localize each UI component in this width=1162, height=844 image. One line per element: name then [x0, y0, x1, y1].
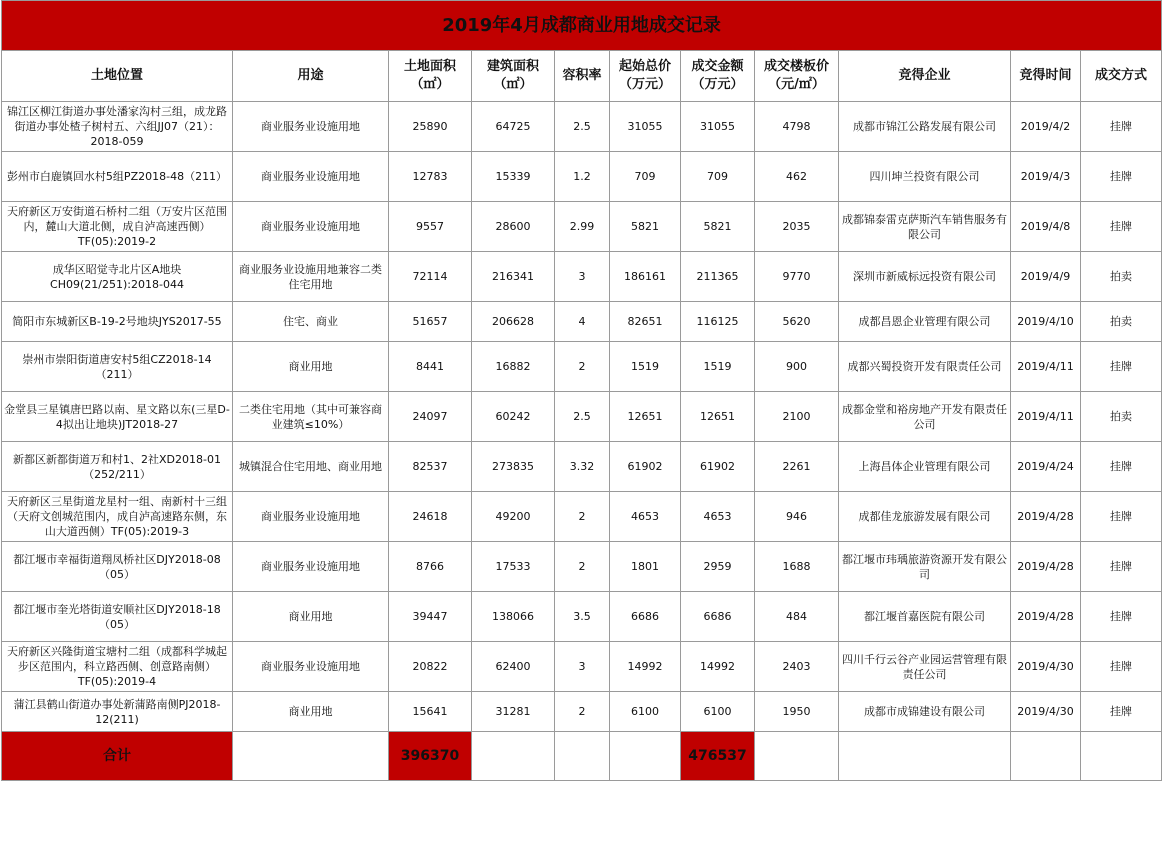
cell-winner: 都江堰首嘉医院有限公司	[839, 592, 1011, 642]
cell-floor-price: 900	[755, 342, 839, 392]
header-start-price: 起始总价（万元）	[610, 51, 681, 102]
cell-build-area: 28600	[472, 202, 555, 252]
cell-use: 商业服务业设施用地	[233, 152, 389, 202]
table-row	[2, 252, 1162, 302]
header-winner: 竞得企业	[839, 51, 1011, 102]
cell-floor-price: 2261	[755, 442, 839, 492]
header-land-area: 土地面积（㎡）	[389, 51, 472, 102]
cell-date: 2019/4/9	[1011, 252, 1081, 302]
total-empty-cell	[472, 732, 555, 781]
cell-use: 住宅、商业	[233, 302, 389, 342]
table-row	[2, 592, 1162, 642]
table-row	[2, 152, 1162, 202]
cell-date: 2019/4/28	[1011, 542, 1081, 592]
total-empty-cell	[755, 732, 839, 781]
cell-far: 2	[555, 542, 610, 592]
cell-use: 商业服务业设施用地兼容二类住宅用地	[233, 252, 389, 302]
cell-method: 拍卖	[1081, 302, 1162, 342]
cell-deal-amount: 709	[681, 152, 755, 202]
cell-floor-price: 946	[755, 492, 839, 542]
cell-use: 商业服务业设施用地	[233, 102, 389, 152]
cell-far: 3.32	[555, 442, 610, 492]
cell-deal-amount: 6100	[681, 692, 755, 732]
cell-land-area: 8441	[389, 342, 472, 392]
cell-build-area: 273835	[472, 442, 555, 492]
cell-method: 挂牌	[1081, 152, 1162, 202]
cell-winner: 成都锦泰雷克萨斯汽车销售服务有限公司	[839, 202, 1011, 252]
cell-winner: 成都佳龙旅游发展有限公司	[839, 492, 1011, 542]
cell-build-area: 60242	[472, 392, 555, 442]
cell-method: 挂牌	[1081, 492, 1162, 542]
cell-deal-amount: 2959	[681, 542, 755, 592]
header-floor-price: 成交楼板价（元/㎡）	[755, 51, 839, 102]
table-row	[2, 202, 1162, 252]
cell-use: 商业用地	[233, 342, 389, 392]
header-use: 用途	[233, 51, 389, 102]
cell-start-price: 4653	[610, 492, 681, 542]
header-build-area: 建筑面积（㎡）	[472, 51, 555, 102]
cell-location: 天府新区万安街道石桥村二组（万安片区范围内，麓山大道北侧，成自泸高速西侧）TF(05):2019-2	[2, 202, 233, 252]
header-method: 成交方式	[1081, 51, 1162, 102]
cell-method: 挂牌	[1081, 102, 1162, 152]
table-row	[2, 642, 1162, 692]
cell-land-area: 25890	[389, 102, 472, 152]
cell-method: 挂牌	[1081, 342, 1162, 392]
cell-location: 都江堰市幸福街道翔凤桥社区DJY2018-08（05）	[2, 542, 233, 592]
cell-build-area: 206628	[472, 302, 555, 342]
cell-start-price: 6686	[610, 592, 681, 642]
cell-floor-price: 1688	[755, 542, 839, 592]
cell-date: 2019/4/10	[1011, 302, 1081, 342]
cell-use: 商业服务业设施用地	[233, 642, 389, 692]
cell-far: 2	[555, 342, 610, 392]
table-row	[2, 442, 1162, 492]
header-deal-amount: 成交金额（万元）	[681, 51, 755, 102]
cell-location: 天府新区兴隆街道宝塘村二组（成都科学城起步区范围内，科立路西侧、创意路南侧）TF(05):2019-4	[2, 642, 233, 692]
cell-winner: 都江堰市玮瑀旅游资源开发有限公司	[839, 542, 1011, 592]
cell-floor-price: 484	[755, 592, 839, 642]
cell-far: 4	[555, 302, 610, 342]
total-deal-amount: 476537	[681, 732, 755, 781]
cell-land-area: 72114	[389, 252, 472, 302]
cell-date: 2019/4/28	[1011, 492, 1081, 542]
total-empty-cell	[233, 732, 389, 781]
cell-deal-amount: 116125	[681, 302, 755, 342]
cell-location: 成华区昭觉寺北片区A地块CH09(21/251):2018-044	[2, 252, 233, 302]
cell-land-area: 24097	[389, 392, 472, 442]
cell-land-area: 20822	[389, 642, 472, 692]
cell-winner: 深圳市新威标远投资有限公司	[839, 252, 1011, 302]
table-row	[2, 102, 1162, 152]
cell-use: 商业服务业设施用地	[233, 542, 389, 592]
cell-build-area: 49200	[472, 492, 555, 542]
cell-use: 商业用地	[233, 692, 389, 732]
cell-start-price: 6100	[610, 692, 681, 732]
cell-location: 简阳市东城新区B-19-2号地块JYS2017-55	[2, 302, 233, 342]
cell-deal-amount: 1519	[681, 342, 755, 392]
cell-build-area: 31281	[472, 692, 555, 732]
cell-land-area: 15641	[389, 692, 472, 732]
cell-use: 商业用地	[233, 592, 389, 642]
cell-far: 3.5	[555, 592, 610, 642]
cell-date: 2019/4/24	[1011, 442, 1081, 492]
cell-winner: 成都昌恩企业管理有限公司	[839, 302, 1011, 342]
cell-start-price: 31055	[610, 102, 681, 152]
cell-deal-amount: 31055	[681, 102, 755, 152]
cell-method: 拍卖	[1081, 252, 1162, 302]
cell-land-area: 24618	[389, 492, 472, 542]
cell-deal-amount: 211365	[681, 252, 755, 302]
cell-date: 2019/4/3	[1011, 152, 1081, 202]
cell-winner: 成都市成锦建设有限公司	[839, 692, 1011, 732]
cell-start-price: 709	[610, 152, 681, 202]
cell-deal-amount: 12651	[681, 392, 755, 442]
table-row	[2, 542, 1162, 592]
cell-build-area: 16882	[472, 342, 555, 392]
table-row	[2, 692, 1162, 732]
cell-far: 2.99	[555, 202, 610, 252]
cell-land-area: 39447	[389, 592, 472, 642]
header-far: 容积率	[555, 51, 610, 102]
cell-start-price: 82651	[610, 302, 681, 342]
cell-start-price: 61902	[610, 442, 681, 492]
total-label: 合计	[2, 732, 233, 781]
total-empty-cell	[1081, 732, 1162, 781]
total-empty-cell	[839, 732, 1011, 781]
cell-start-price: 186161	[610, 252, 681, 302]
cell-method: 挂牌	[1081, 202, 1162, 252]
cell-far: 2.5	[555, 392, 610, 442]
cell-use: 商业服务业设施用地	[233, 492, 389, 542]
total-empty-cell	[555, 732, 610, 781]
cell-location: 新都区新都街道万和村1、2社XD2018-01（252/211）	[2, 442, 233, 492]
cell-deal-amount: 5821	[681, 202, 755, 252]
cell-land-area: 9557	[389, 202, 472, 252]
header-date: 竞得时间	[1011, 51, 1081, 102]
cell-build-area: 15339	[472, 152, 555, 202]
cell-floor-price: 2100	[755, 392, 839, 442]
cell-location: 彭州市白鹿镇回水村5组PZ2018-48（211）	[2, 152, 233, 202]
cell-build-area: 216341	[472, 252, 555, 302]
cell-far: 3	[555, 252, 610, 302]
cell-winner: 成都金堂和裕房地产开发有限责任公司	[839, 392, 1011, 442]
cell-use: 商业服务业设施用地	[233, 202, 389, 252]
cell-winner: 四川千行云谷产业园运营管理有限责任公司	[839, 642, 1011, 692]
header-location: 土地位置	[2, 51, 233, 102]
cell-method: 挂牌	[1081, 442, 1162, 492]
cell-far: 1.2	[555, 152, 610, 202]
cell-winner: 上海昌体企业管理有限公司	[839, 442, 1011, 492]
total-row	[2, 732, 1162, 781]
total-land-area: 396370	[389, 732, 472, 781]
cell-floor-price: 1950	[755, 692, 839, 732]
cell-winner: 成都兴蜀投资开发有限责任公司	[839, 342, 1011, 392]
cell-date: 2019/4/11	[1011, 342, 1081, 392]
cell-land-area: 12783	[389, 152, 472, 202]
cell-build-area: 138066	[472, 592, 555, 642]
table-row	[2, 342, 1162, 392]
cell-start-price: 12651	[610, 392, 681, 442]
cell-date: 2019/4/30	[1011, 692, 1081, 732]
cell-location: 锦江区柳江街道办事处潘家沟村三组，成龙路街道办事处楂子树村五、六组JJ07（21）：2018-059	[2, 102, 233, 152]
cell-build-area: 64725	[472, 102, 555, 152]
cell-method: 挂牌	[1081, 692, 1162, 732]
cell-build-area: 62400	[472, 642, 555, 692]
cell-deal-amount: 14992	[681, 642, 755, 692]
cell-location: 都江堰市奎光塔街道安顺社区DJY2018-18（05）	[2, 592, 233, 642]
cell-far: 2	[555, 692, 610, 732]
cell-land-area: 8766	[389, 542, 472, 592]
cell-floor-price: 5620	[755, 302, 839, 342]
cell-floor-price: 2035	[755, 202, 839, 252]
table-row	[2, 392, 1162, 442]
cell-location: 崇州市崇阳街道唐安村5组CZ2018-14（211）	[2, 342, 233, 392]
cell-deal-amount: 61902	[681, 442, 755, 492]
cell-land-area: 82537	[389, 442, 472, 492]
cell-use: 二类住宅用地（其中可兼容商业建筑≤10%）	[233, 392, 389, 442]
cell-far: 2	[555, 492, 610, 542]
cell-far: 3	[555, 642, 610, 692]
cell-date: 2019/4/30	[1011, 642, 1081, 692]
cell-method: 挂牌	[1081, 642, 1162, 692]
cell-start-price: 1801	[610, 542, 681, 592]
cell-start-price: 5821	[610, 202, 681, 252]
cell-location: 金堂县三星镇唐巴路以南、星文路以东(三星D-4拟出让地块)JT2018-27	[2, 392, 233, 442]
table-row	[2, 492, 1162, 542]
total-empty-cell	[1011, 732, 1081, 781]
total-empty-cell	[610, 732, 681, 781]
cell-start-price: 1519	[610, 342, 681, 392]
cell-land-area: 51657	[389, 302, 472, 342]
cell-deal-amount: 6686	[681, 592, 755, 642]
cell-location: 蒲江县鹤山街道办事处新蒲路南侧PJ2018-12(211)	[2, 692, 233, 732]
cell-floor-price: 9770	[755, 252, 839, 302]
table-row	[2, 302, 1162, 342]
cell-floor-price: 462	[755, 152, 839, 202]
cell-date: 2019/4/8	[1011, 202, 1081, 252]
cell-use: 城镇混合住宅用地、商业用地	[233, 442, 389, 492]
cell-date: 2019/4/2	[1011, 102, 1081, 152]
cell-location: 天府新区三星街道龙星村一组、南新村十三组（天府文创城范围内，成自泸高速路东侧，东山大道西侧）TF(05):2019-3	[2, 492, 233, 542]
cell-deal-amount: 4653	[681, 492, 755, 542]
cell-date: 2019/4/11	[1011, 392, 1081, 442]
cell-build-area: 17533	[472, 542, 555, 592]
cell-floor-price: 4798	[755, 102, 839, 152]
header-row	[2, 51, 1162, 102]
cell-winner: 四川坤兰投资有限公司	[839, 152, 1011, 202]
cell-far: 2.5	[555, 102, 610, 152]
cell-floor-price: 2403	[755, 642, 839, 692]
cell-winner: 成都市锦江公路发展有限公司	[839, 102, 1011, 152]
cell-method: 挂牌	[1081, 542, 1162, 592]
land-deals-table	[1, 0, 1162, 781]
cell-method: 拍卖	[1081, 392, 1162, 442]
cell-method: 挂牌	[1081, 592, 1162, 642]
table-title: 2019年4月成都商业用地成交记录	[2, 1, 1162, 51]
cell-date: 2019/4/28	[1011, 592, 1081, 642]
cell-start-price: 14992	[610, 642, 681, 692]
